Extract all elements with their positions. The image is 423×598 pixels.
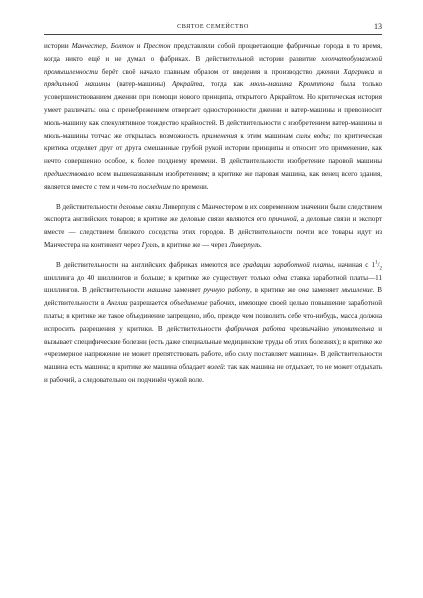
emphasized-text: хлопчатобумажной промышленности [44, 54, 382, 76]
emphasized-text: силы воды; [295, 131, 331, 140]
emphasized-text: мышление [341, 286, 373, 295]
emphasized-text: Ливерпуль [229, 240, 261, 249]
text-run: по времени. [170, 182, 209, 191]
text-run: 2 [379, 266, 382, 272]
text-run: , в критике же [250, 286, 299, 295]
emphasized-text: волей [207, 363, 224, 372]
text-run: ставка заработной платы—11 шиллингов. В действительности [44, 273, 382, 295]
text-run: , а деловые связи и экспорт вместе — следствием близкого соседства этих городов. В действительности почти все товары идут из Манчестера на континент через [44, 215, 382, 249]
text-run: представляли собой процветающие фабричные города в то время, когда никто ещё и не думал о фабриках. В действительной истории развитие [44, 42, 383, 63]
text-run: заменяет [308, 286, 342, 295]
emphasized-text: Аркрайта [171, 80, 203, 89]
text-run: 1 [375, 260, 378, 266]
text-run: , начиная с 1 [333, 260, 376, 269]
emphasized-text: применения [201, 131, 238, 140]
text-run: по критическая критика отделяет друг от друга смешанные грубой рукой истории принципы и относит это применение, как нечто совершенно особое, к более позднему времени. В действительности изобретение паровой машины [44, 131, 382, 166]
text-run: к этим машинам [237, 131, 296, 140]
page-number: 13 [374, 22, 382, 31]
text-run: чрезвычайно [285, 324, 333, 333]
text-run: и [133, 42, 144, 50]
text-run: истории [44, 42, 72, 50]
text-run: была только усовершенствованием дженни при помощи нового принципа, открытого Аркрайтом. Но критическая история умеет различать: она с пренебрежением отвергает односторонности дженни и ватер-машины и превозносит мюль-машину как спекулятивное тождество крайностей. В действительности с изобретением ватер-машины и мюль-машины тотчас же открылась возможность [44, 80, 382, 140]
emphasized-text: прядильной машины [44, 80, 111, 89]
text-run: берёт своё начало главным образом от введения в производство дженни [97, 67, 344, 76]
text-run: . [260, 240, 262, 249]
emphasized-text: Престон [143, 42, 171, 50]
emphasized-text: она [298, 286, 309, 295]
paragraph [44, 201, 382, 252]
emphasized-text: Манчестер, Болтон [71, 42, 134, 50]
text-run: Ливерпуля с Манчестером в их современном значении были следствием экспорта английских товаров; в критике же деловые связи являются его [44, 202, 382, 224]
emphasized-text: Англии [106, 299, 128, 308]
emphasized-text: градации заработной платы [242, 260, 334, 269]
text-run: , в критике же — через [157, 240, 230, 249]
text-run: всем вышеназванным изобретениям; в критике же паровая машина, как венец всего здания, является вместе с тем и чем-то [44, 169, 382, 191]
text-run: и [374, 67, 383, 76]
emphasized-text: объединение [170, 299, 208, 308]
text-run: и вызывает специфические болезни (есть даже специальные медицинские труды об этих болезнях); в критике же «чрезмерное напряжение не может препятствовать работе, ибо силу поставляет машина». В действительности машина есть машина; в критике же машина обладает [44, 324, 383, 372]
emphasized-text: мюль-машина Кромптона [249, 80, 334, 89]
emphasized-text: Гулль [141, 240, 158, 249]
emphasized-text: Харгривса [343, 67, 375, 76]
emphasized-text: деловые связи [118, 202, 161, 211]
text-run: шиллинга до 40 шиллингов и больше; в критике же существует только [44, 273, 274, 282]
page-body-text [44, 40, 382, 388]
paragraph [44, 259, 382, 387]
emphasized-text: предшествовало [44, 169, 95, 178]
emphasized-text: ручную работу [203, 286, 251, 295]
emphasized-text: машина [146, 286, 171, 295]
text-run: разрешается [127, 299, 171, 308]
emphasized-text: последним [138, 182, 171, 191]
emphasized-text: утомительна [332, 324, 375, 333]
text-run: В действительности [56, 202, 119, 211]
running-header [44, 22, 382, 35]
text-run: , тогда как [202, 80, 250, 89]
running-title: СВЯТОЕ СЕМЕЙСТВО [177, 23, 249, 30]
text-run: : так как машина не отдыхает, то не может отдыхать и рабочий, а следовательно он подчинён чужой воле. [44, 363, 383, 384]
text-run: (ватер-машины) [110, 80, 172, 89]
emphasized-text: одна [273, 273, 288, 282]
text-run: В действительности на английских фабриках имеются все [56, 260, 243, 269]
emphasized-text: фабричная работа [225, 324, 286, 333]
text-run: заменяет [170, 286, 204, 295]
text-run: . В действительности в [44, 286, 382, 308]
text-run: / [377, 260, 380, 269]
text-run: рабочих, имеющее своей целью повышение заработной платы; в критике же такое объединение запрещено, ибо, прежде чем позволить себе что-нибудь, масса должна испросить разрешения у критики. В действительности [44, 299, 382, 333]
paragraph [44, 40, 382, 194]
emphasized-text: причиной [268, 215, 297, 224]
